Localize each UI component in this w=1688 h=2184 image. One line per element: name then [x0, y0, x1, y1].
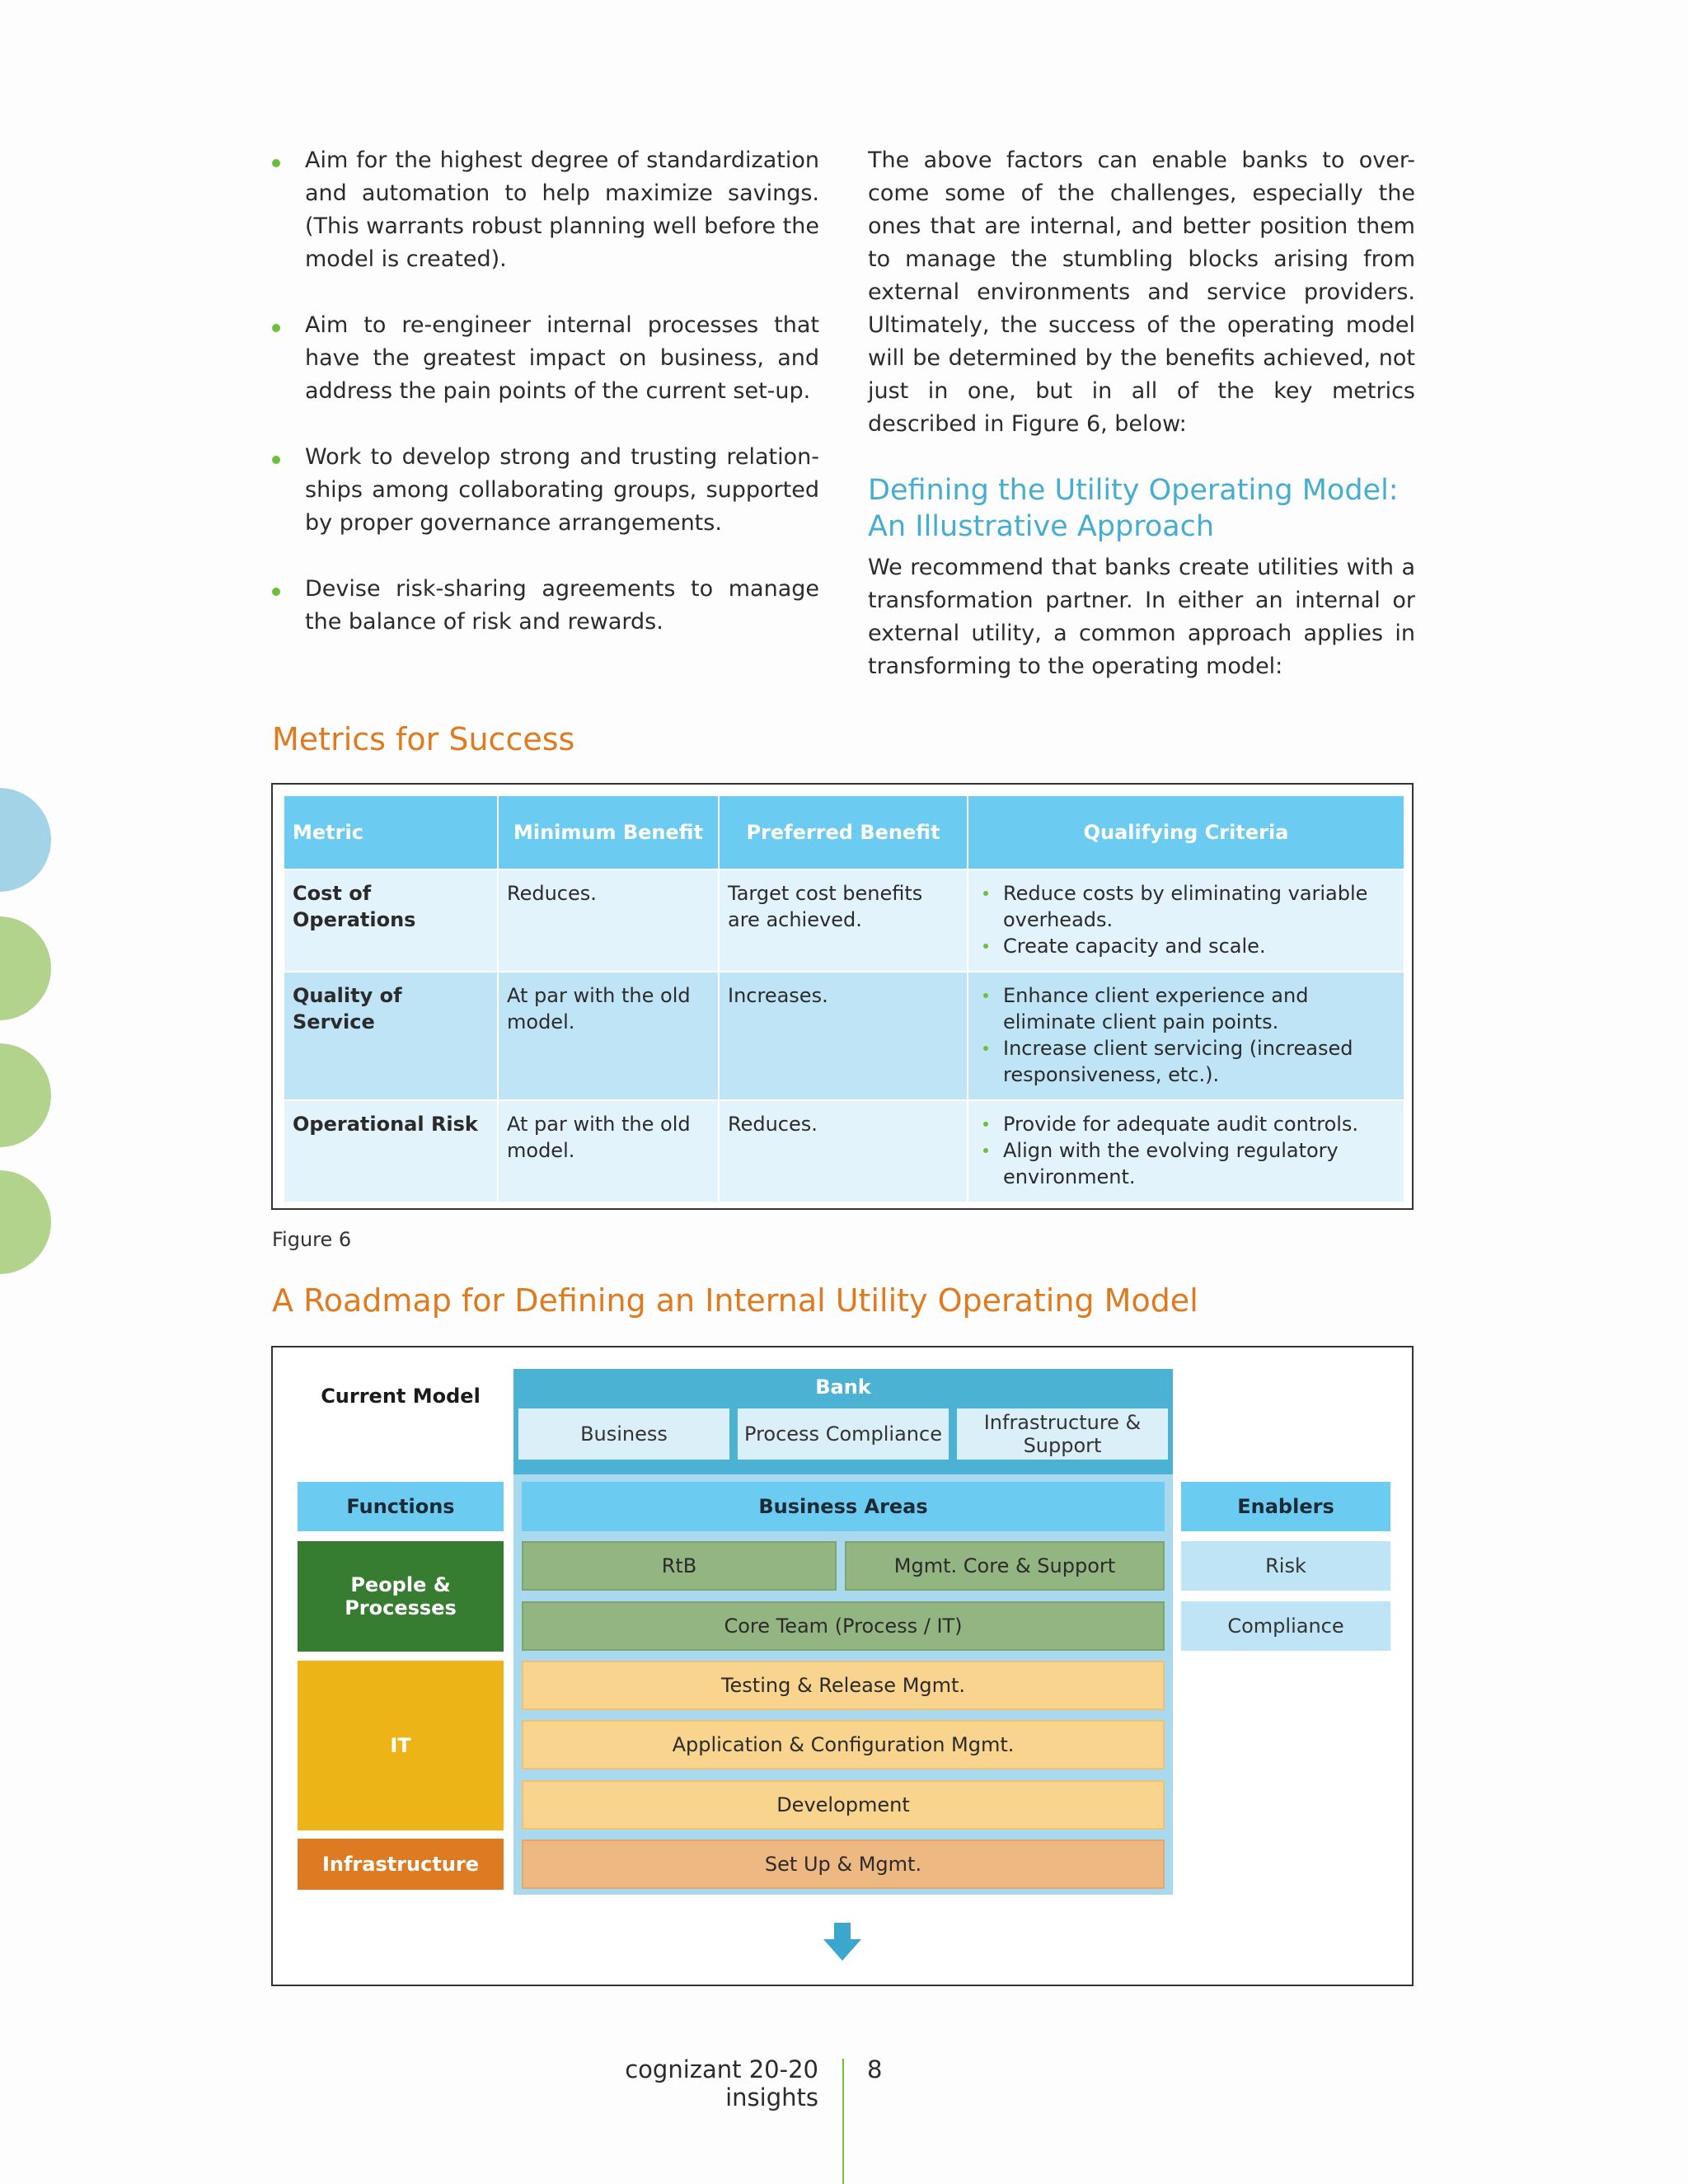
criteria-item: Align with the evolving regulatory environment. [977, 1137, 1395, 1190]
criteria-item: Increase client servicing (increased responsiveness, etc.). [977, 1035, 1395, 1088]
column-header-preferred: Preferred Benefit [719, 795, 968, 869]
criteria-cell [968, 869, 1404, 972]
business-area-application-configuration: Application & Configuration Mgmt. [522, 1720, 1165, 1769]
right-column [868, 144, 1415, 683]
roadmap-title: A Roadmap for Defining an Internal Utility Operating Model [272, 1282, 1198, 1319]
side-circle-blue [0, 788, 51, 892]
business-area-rtb: RtB [522, 1541, 837, 1591]
metric-cell: Quality of Service [284, 972, 498, 1100]
criteria-item: Create capacity and scale. [977, 933, 1395, 959]
metric-cell: Operational Risk [284, 1100, 498, 1202]
criteria-item: Reduce costs by eliminating variable overheads. [977, 880, 1395, 933]
metrics-table [283, 794, 1405, 1203]
criteria-item: Enhance client experience and eliminate client pain points. [977, 982, 1395, 1035]
figure-caption: Figure 6 [272, 1228, 352, 1251]
down-arrow-icon [822, 1923, 863, 1962]
bullet-list [272, 144, 819, 639]
footer-divider [842, 2059, 844, 2184]
enablers-header: Enablers [1181, 1482, 1390, 1531]
bullet-item: Devise risk-sharing agreements to manage the balance of risk and rewards. [272, 573, 819, 639]
intro-paragraph: The above factors can enable banks to over-come some of the challenges, especially the ones that are internal, and better position them to manage the stumbling blocks arising from external environments and service providers. Ultimately, the success of the operating model will be determined by the benefits achieved, not just in one, but in all of the key metrics described in Figure 6, below: [868, 148, 1415, 437]
page-number: 8 [867, 2055, 883, 2083]
functions-header: Functions [298, 1482, 504, 1531]
function-it: IT [298, 1661, 504, 1830]
current-model-label: Current Model [321, 1385, 481, 1408]
business-area-development: Development [522, 1780, 1165, 1830]
left-column [272, 144, 819, 672]
table-row [284, 972, 1404, 1100]
criteria-cell [968, 1100, 1404, 1202]
business-area-testing-release: Testing & Release Mgmt. [522, 1661, 1165, 1710]
minimum-cell: At par with the old model. [498, 972, 719, 1100]
enabler-risk: Risk [1181, 1541, 1390, 1591]
side-circle-green [0, 1170, 51, 1274]
bullet-item: Work to develop strong and trusting relation-ships among collaborating groups, supported by proper governance arrangements. [272, 441, 819, 540]
preferred-cell: Reduces. [719, 1100, 968, 1202]
preferred-cell: Increases. [719, 972, 968, 1100]
bank-unit-business: Business [518, 1408, 729, 1460]
business-area-mgmt-core-support: Mgmt. Core & Support [845, 1541, 1165, 1591]
minimum-cell: At par with the old model. [498, 1100, 719, 1202]
bullet-item: Aim for the highest degree of standardization and automation to help maximize savings. (This warrants robust planning well before the model is created). [272, 144, 819, 276]
preferred-cell: Target cost benefits are achieved. [719, 869, 968, 972]
bank-label: Bank [815, 1376, 871, 1399]
table-header-row [284, 795, 1404, 869]
bank-unit-process-compliance: Process Compliance [738, 1408, 949, 1460]
business-area-setup-mgmt: Set Up & Mgmt. [522, 1840, 1165, 1889]
minimum-cell: Reduces. [498, 869, 719, 972]
footer-label: cognizant 20-20 insights [625, 2055, 818, 2111]
enabler-compliance: Compliance [1181, 1601, 1390, 1651]
function-people-processes: People & Processes [298, 1541, 504, 1652]
side-circle-green [0, 916, 51, 1020]
table-row [284, 1100, 1404, 1202]
bullet-item: Aim to re-engineer internal processes that have the greatest impact on business, and address the pain points of the current set-up. [272, 309, 819, 408]
table-row [284, 869, 1404, 972]
function-infrastructure: Infrastructure [298, 1839, 504, 1890]
metric-cell: Cost of Operations [284, 869, 498, 972]
metrics-title: Metrics for Success [272, 721, 575, 757]
section-heading: Defining the Utility Operating Model: An Illustrative Approach [868, 474, 1399, 543]
approach-paragraph: We recommend that banks create utilities with a transformation partner. In either an internal or external utility, a common approach applies in transforming to the operating model: [868, 555, 1415, 679]
business-area-core-team: Core Team (Process / IT) [522, 1601, 1165, 1651]
business-areas-header: Business Areas [522, 1482, 1165, 1531]
bank-unit-infrastructure-support: Infrastructure & Support [957, 1408, 1168, 1460]
metrics-table-frame [271, 783, 1414, 1210]
criteria-item: Provide for adequate audit controls. [977, 1111, 1395, 1137]
side-circle-green [0, 1043, 51, 1147]
roadmap-diagram [271, 1346, 1414, 1986]
criteria-cell [968, 972, 1404, 1100]
column-header-metric: Metric [284, 795, 498, 869]
column-header-minimum: Minimum Benefit [498, 795, 719, 869]
column-header-criteria: Qualifying Criteria [968, 795, 1404, 869]
